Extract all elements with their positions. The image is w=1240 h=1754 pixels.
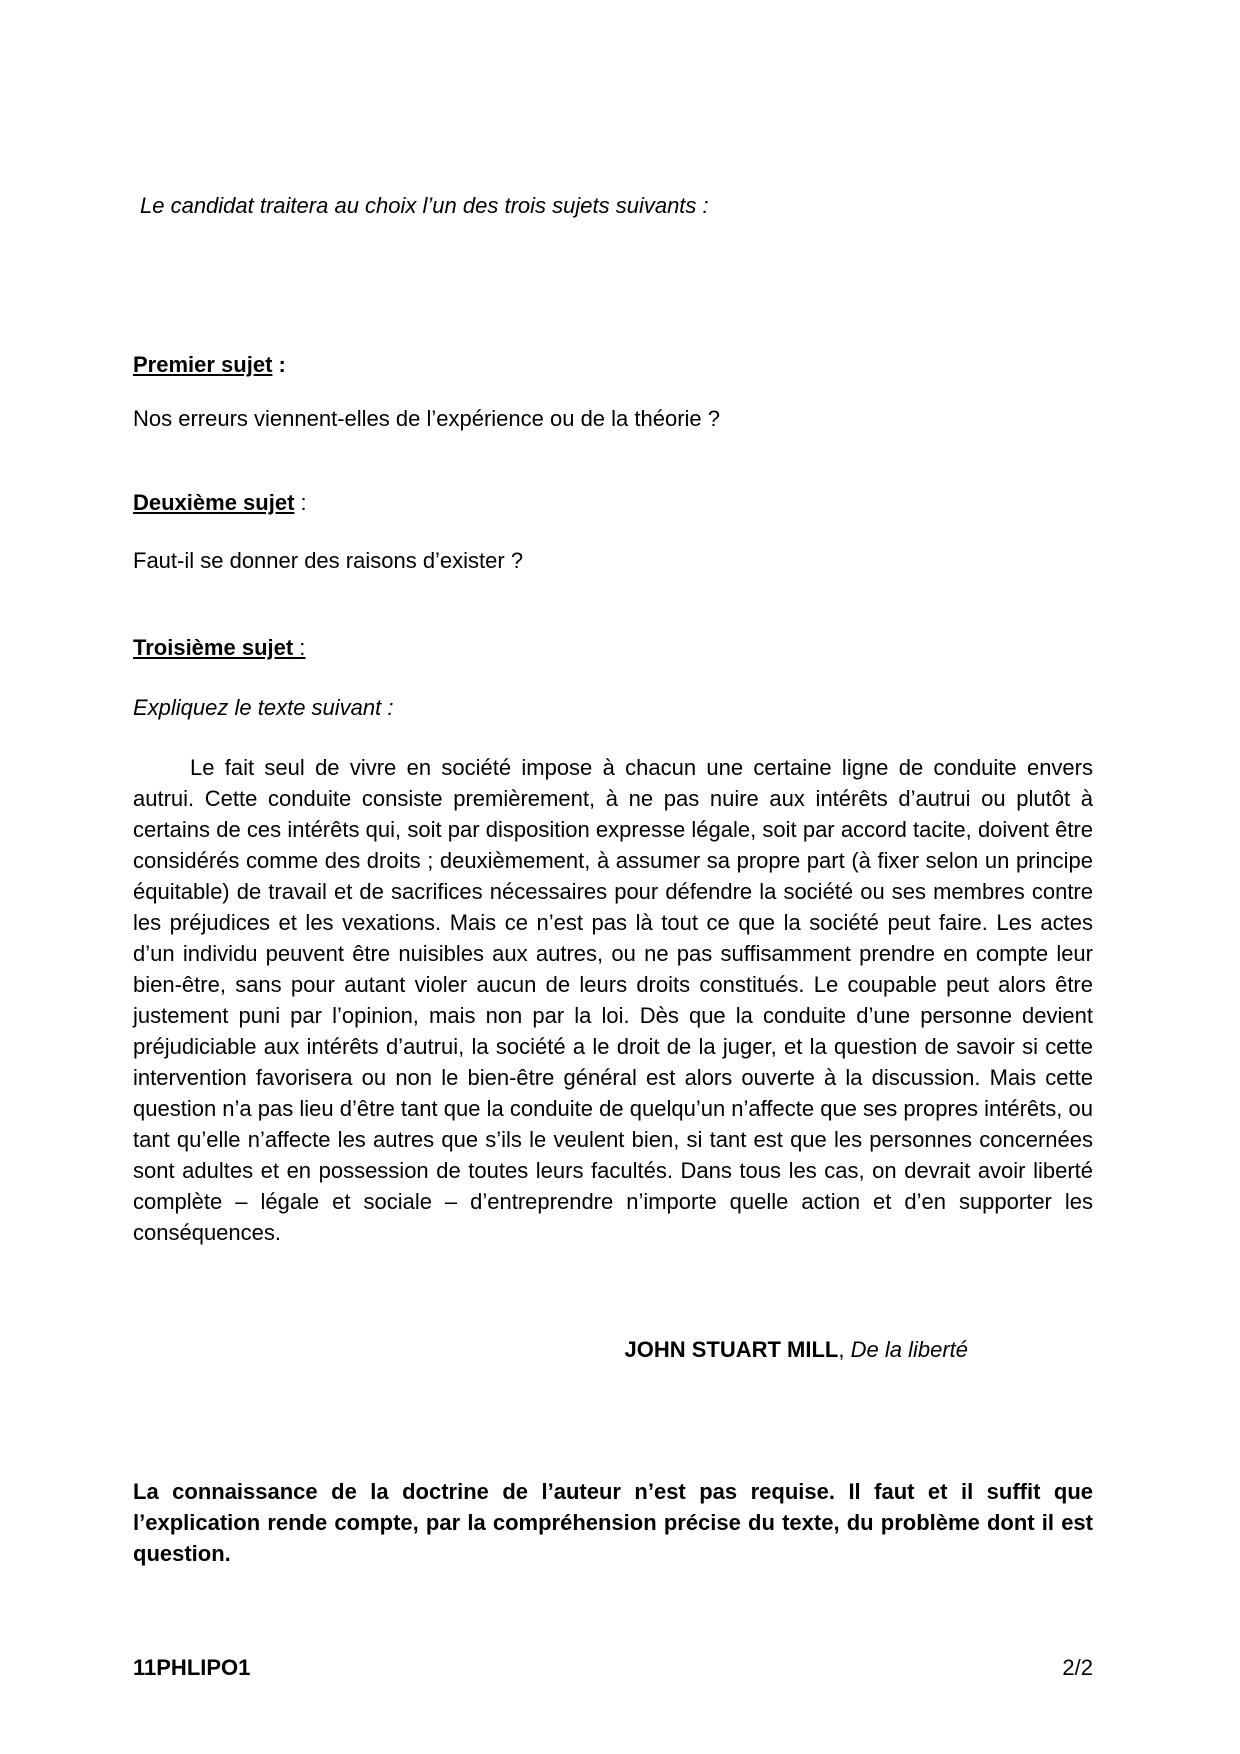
exam-code: 11PHLIPO1: [133, 1655, 251, 1680]
candidate-instruction: Le candidat traitera au choix l’un des trois sujets suivants :: [140, 193, 709, 218]
first-subject-heading-label: Premier sujet: [133, 352, 273, 377]
author-name: JOHN STUART MILL: [624, 1337, 839, 1362]
first-subject-question: Nos erreurs viennent-elles de l’expérience ou de la théorie ?: [133, 406, 721, 431]
attribution-separator: ,: [838, 1337, 851, 1362]
examiner-notice: La connaissance de la doctrine de l’auteur n’est pas requise. Il faut et il suffit que l’explication rende compte, par la compréhension précise du texte, du problème dont il est question.: [133, 1479, 1093, 1566]
third-subject-heading-colon: :: [293, 635, 306, 660]
text-excerpt: Le fait seul de vivre en société impose à chacun une certaine ligne de conduite envers autrui. Cette conduite consiste premièrement, à ne pas nuire aux intérêts d’autrui ou plutôt à certains de ces intérêts qui, soit par disposition expresse légale, soit par accord tacite, doivent être considérés comme des droits ; deuxièmement, à assumer sa propre part (à fixer selon un principe équitable) de travail et de sacrifices nécessaires pour défendre la société ou ses membres contre les préjudices et les vexations. Mais ce n’est pas là tout ce que la société peut faire. Les actes d’un individu peuvent être nuisibles aux autres, ou ne pas suffisamment prendre en compte leur bien-être, sans pour autant violer aucun de leurs droits constitués. Le coupable peut alors être justement puni par l’opinion, mais non par la loi. Dès que la conduite d’une personne devient préjudiciable aux intérêts d’autrui, la société a le droit de la juger, et la question de savoir si cette intervention favorisera ou non le bien-être général est alors ouverte à la discussion. Mais cette question n’a pas lieu d’être tant que la conduite de quelqu’un n’affecte que ses propres intérêts, ou tant qu’elle n’affecte les autres que s’ils le veulent bien, si tant est que les personnes concernées sont adultes et en possession de toutes leurs facultés. Dans tous les cas, on devrait avoir liberté complète – légale et sociale – d’entreprendre n’importe quelle action et d’en supporter les conséquences.: [133, 755, 1093, 1245]
second-subject-question: Faut-il se donner des raisons d’exister ?: [133, 548, 524, 573]
third-subject-instruction: Expliquez le texte suivant :: [133, 695, 394, 720]
page-number: 2/2: [1062, 1655, 1093, 1680]
second-subject-heading-colon: :: [294, 490, 307, 515]
second-subject-heading: [133, 490, 307, 516]
first-subject-heading-colon: :: [272, 352, 286, 377]
third-subject-heading: [133, 635, 305, 661]
second-subject-heading-label: Deuxième sujet: [133, 490, 295, 515]
work-title: De la liberté: [850, 1337, 968, 1362]
attribution-line: [133, 1337, 968, 1363]
first-subject-heading: [133, 352, 286, 378]
third-subject-heading-label: Troisième sujet: [133, 635, 294, 660]
